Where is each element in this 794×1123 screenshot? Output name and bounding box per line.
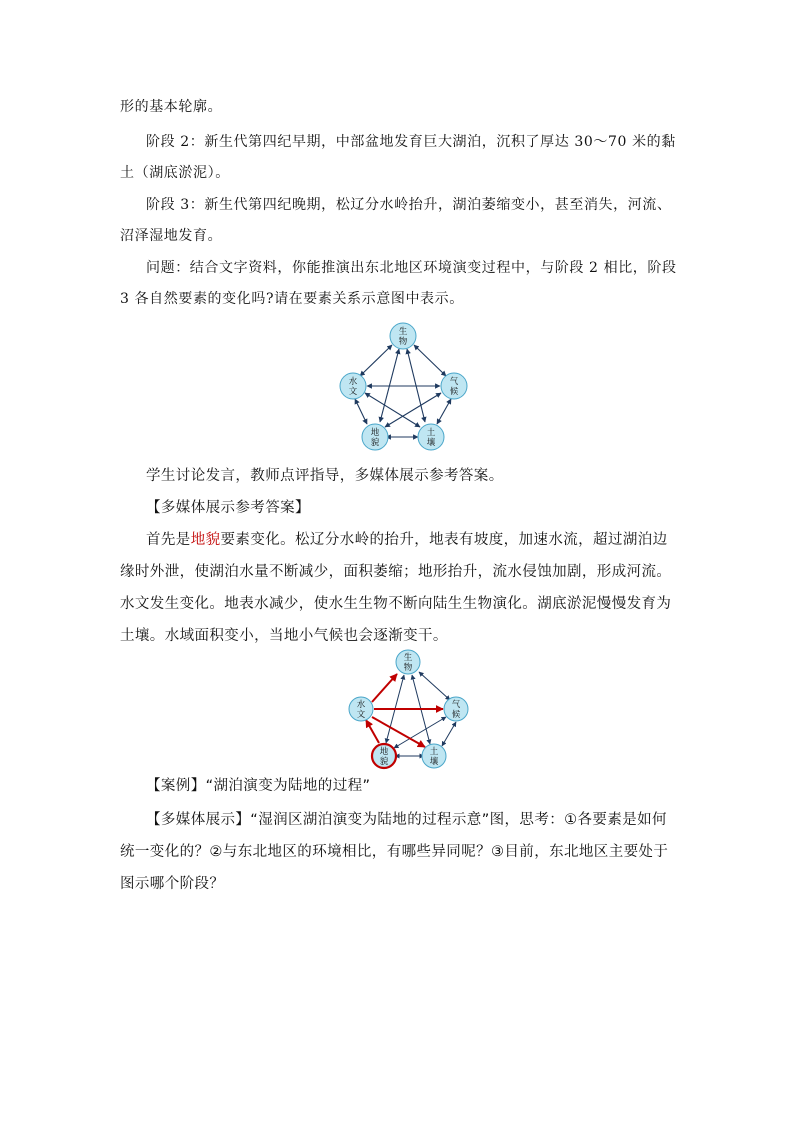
paragraph-continuation: 形的基本轮廓。 bbox=[120, 99, 223, 115]
node-land-label-2: 貌 bbox=[370, 438, 380, 448]
red-arrow-land-water bbox=[366, 720, 379, 743]
answer-text-pre: 首先是 bbox=[146, 532, 191, 548]
arrow-bio-water bbox=[360, 345, 392, 376]
node-soil-label-1: 土 bbox=[426, 428, 436, 438]
node2-land-label-1: 地 bbox=[379, 747, 389, 757]
arrow-bio-climate bbox=[414, 345, 446, 376]
node2-climate-label-2: 候 bbox=[451, 710, 461, 720]
red-arrow-water-soil bbox=[372, 717, 425, 747]
node-soil-label-2: 壤 bbox=[426, 438, 436, 448]
node2-bio-label-2: 物 bbox=[403, 663, 413, 673]
question-paragraph: 问题：结合文字资料，你能推演出东北地区环境演变过程中，与阶段 2 相比，阶段 3 各自然要素的变化吗?请在要素关系示意图中表示。 bbox=[120, 260, 677, 307]
answer-heading: 【多媒体展示参考答案】 bbox=[146, 500, 310, 516]
node2-water-label-1: 水 bbox=[356, 700, 366, 710]
arrow2-climate-soil bbox=[442, 722, 456, 746]
element-relationship-diagram bbox=[334, 318, 474, 452]
node2-soil-label-2: 壤 bbox=[429, 757, 439, 767]
answer-relationship-diagram bbox=[342, 647, 478, 771]
case-heading: 【案例】“湖泊演变为陆地的过程” bbox=[146, 778, 371, 794]
node2-soil-label-1: 土 bbox=[429, 747, 439, 757]
node-climate-label-1: 气 bbox=[449, 377, 459, 387]
answer-highlight-landform: 地貌 bbox=[190, 532, 221, 548]
node-bio-label-2: 物 bbox=[398, 337, 408, 347]
node-bio-label-1: 生 bbox=[398, 327, 408, 337]
arrow-climate-soil bbox=[437, 399, 451, 424]
answer-text-post: 要素变化。松辽分水岭的抬升，地表有坡度，加速水流，超过湖泊边缘时外泄，使湖泊水量不断减少，面积萎缩；地形抬升，流水侵蚀加剧，形成河流。水文发生变化。地表水减少，使水生生物不断向陆生生物演化。湖底淤泥慢慢发育为土壤。水域面积变小，当地小气候也会逐渐变干。 bbox=[120, 532, 672, 644]
red-arrow-water-bio bbox=[372, 674, 397, 702]
node2-land-label-2: 貌 bbox=[379, 757, 389, 767]
media-paragraph: 【多媒体展示】“湿润区湖泊演变为陆地的过程示意”图，思考：①各要素是如何统一变化的？②与东北地区的环境相比，有哪些异同呢？③目前，东北地区主要处于图示哪个阶段？ bbox=[120, 812, 669, 892]
node2-water-label-2: 文 bbox=[356, 710, 366, 720]
arrow2-bio-climate bbox=[419, 672, 450, 700]
arrow-water-land bbox=[355, 399, 367, 424]
node-water-label-1: 水 bbox=[348, 377, 358, 387]
node2-bio-label-1: 生 bbox=[403, 653, 413, 663]
discussion-paragraph: 学生讨论发言，教师点评指导，多媒体展示参考答案。 bbox=[146, 468, 504, 484]
stage-2-paragraph: 阶段 2：新生代第四纪早期，中部盆地发育巨大湖泊，沉积了厚达 30～70 米的黏土（湖底淤泥）。 bbox=[120, 134, 676, 181]
node-water-label-2: 文 bbox=[348, 387, 358, 397]
node2-climate-label-1: 气 bbox=[451, 700, 461, 710]
answer-paragraph bbox=[120, 524, 676, 652]
node-land-label-1: 地 bbox=[370, 428, 380, 438]
stage-3-paragraph: 阶段 3：新生代第四纪晚期，松辽分水岭抬升，湖泊萎缩变小，甚至消失，河流、沼泽湿地发育。 bbox=[120, 197, 672, 244]
node-climate-label-2: 候 bbox=[449, 387, 459, 397]
